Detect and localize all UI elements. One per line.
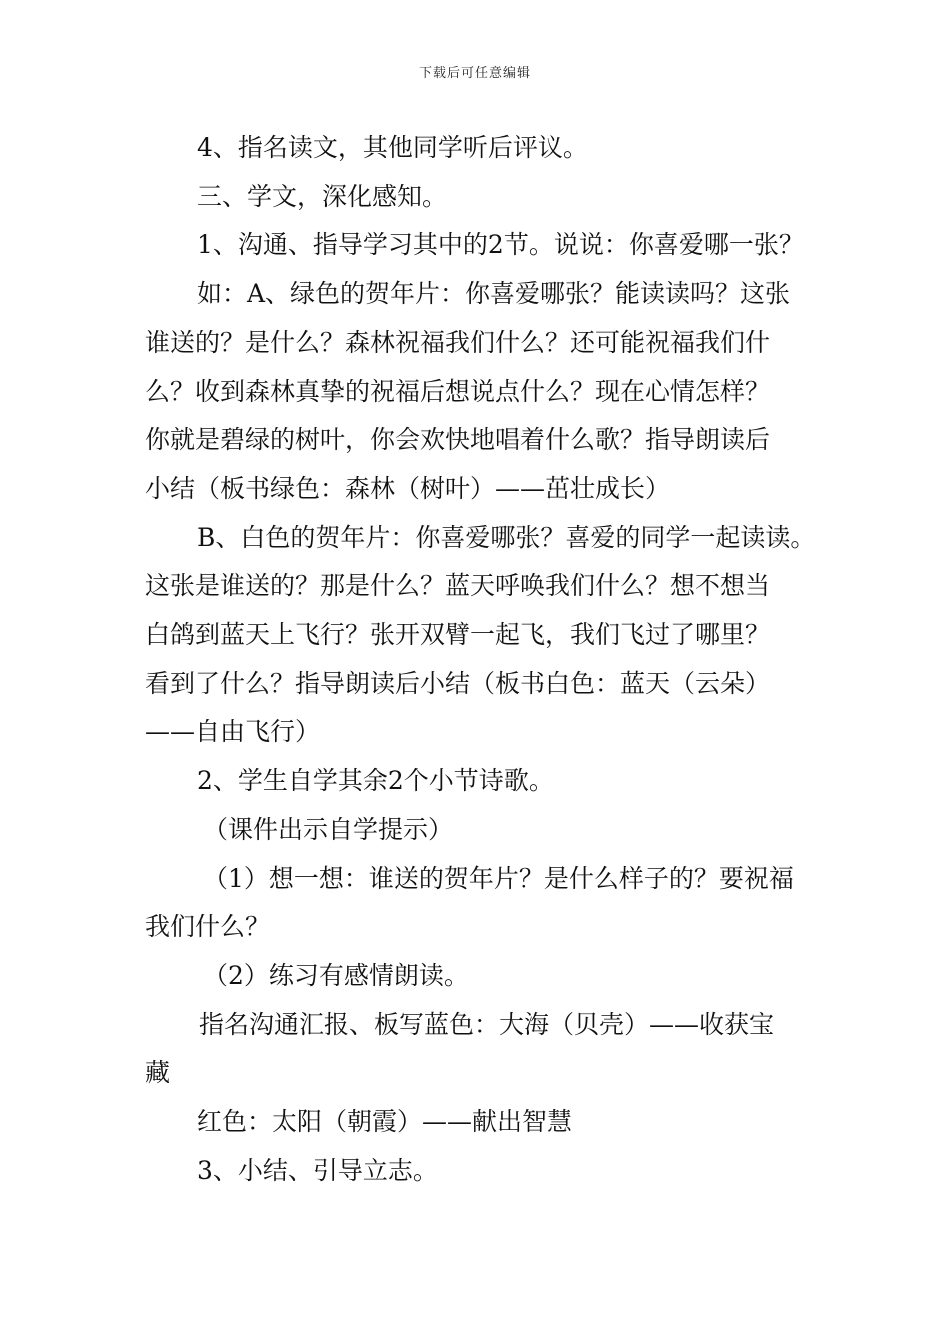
paragraph-line: 白鸽到蓝天上飞行？张开双臂一起飞，我们飞过了哪里？ xyxy=(145,620,771,650)
paragraph-line: 谁送的？是什么？森林祝福我们什么？还可能祝福我们什 xyxy=(145,327,771,357)
paragraph-line: 如：A、绿色的贺年片：你喜爱哪张？能读读吗？这张 xyxy=(197,279,791,309)
paragraph-line: （2）练习有感情朗读。 xyxy=(203,960,469,990)
paragraph-line: 2、学生自学其余2个小节诗歌。 xyxy=(197,766,554,796)
paragraph-line: 红色：太阳（朝霞）——献出智慧 xyxy=(197,1107,573,1137)
paragraph-line: B、白色的贺年片：你喜爱哪张？喜爱的同学一起读读。 xyxy=(197,522,816,552)
paragraph-line: 你就是碧绿的树叶，你会欢快地唱着什么歌？指导朗读后 xyxy=(145,425,771,455)
paragraph-line: （1）想一想：谁送的贺年片？是什么样子的？要祝福 xyxy=(203,863,794,893)
paragraph-line: （课件出示自学提示） xyxy=(203,814,454,844)
paragraph-line: 3、小结、引导立志。 xyxy=(197,1155,438,1185)
paragraph-line: 我们什么？ xyxy=(145,912,271,942)
paragraph-line: 这张是谁送的？那是什么？蓝天呼唤我们什么？想不想当 xyxy=(145,571,771,601)
paragraph-line: 4、指名读文，其他同学听后评议。 xyxy=(197,133,588,162)
paragraph-line: 看到了什么？指导朗读后小结（板书白色：蓝天（云朵） xyxy=(145,668,771,698)
document-body xyxy=(145,124,815,1195)
paragraph-line: 1、沟通、指导学习其中的2节。说说：你喜爱哪一张？ xyxy=(197,230,804,260)
paragraph-line: 藏 xyxy=(145,1058,171,1088)
page-header: 下载后可任意编辑 xyxy=(418,66,531,81)
paragraph-line: 三、学文，深化感知。 xyxy=(197,181,448,211)
paragraph-line: 小结（板书绿色：森林（树叶）——茁壮成长） xyxy=(145,473,671,503)
paragraph-line: ——自由飞行） xyxy=(145,717,321,747)
paragraph-line: 指名沟通汇报、板写蓝色：大海（贝壳）——收获宝 xyxy=(199,1009,775,1039)
paragraph-line: 么？收到森林真挚的祝福后想说点什么？现在心情怎样？ xyxy=(145,376,771,406)
